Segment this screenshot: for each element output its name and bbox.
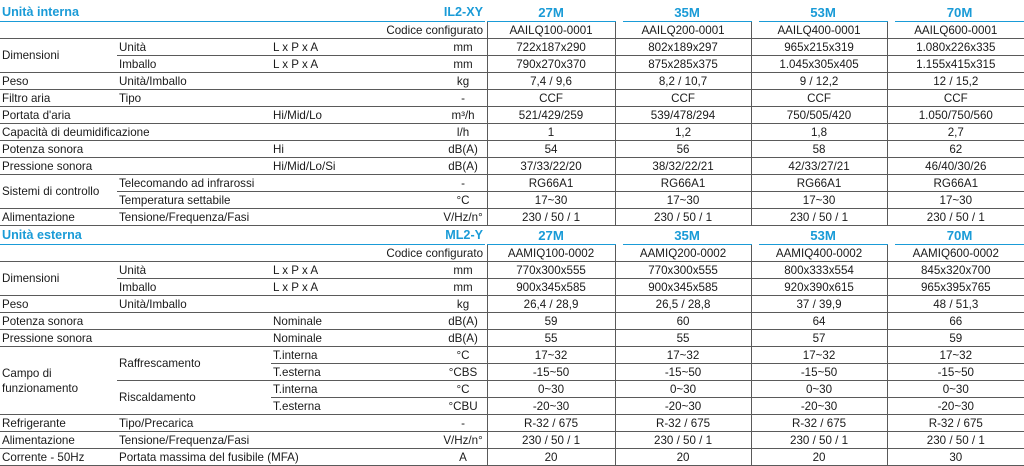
outdoor-col-35m: 35M (623, 226, 751, 245)
indoor-col-70m: 70M (895, 3, 1024, 22)
row-sub-label: Raffrescamento (117, 347, 271, 381)
indoor-sound-power-row (0, 141, 1024, 158)
outdoor-model-name: ML2-Y (441, 226, 485, 245)
cell-value: RG66A1 (751, 175, 887, 192)
row-sub-label: Tensione/Frequenza/Fasi (117, 432, 441, 449)
range-label-line-2: funzionamento (2, 381, 79, 395)
cell-value: 770x300x555 (615, 262, 751, 279)
cell-value: 965x395x765 (887, 279, 1024, 296)
outdoor-section-title: Unità esterna (0, 226, 441, 245)
row-sub-label: Unità (117, 39, 271, 56)
indoor-unit-section (0, 3, 1024, 226)
cell-value: 17~32 (751, 347, 887, 364)
operating-range-label (0, 347, 117, 415)
indoor-dehum-row (0, 124, 1024, 141)
indoor-control-remote-row (0, 175, 1024, 192)
cell-value: 230 / 50 / 1 (615, 432, 751, 449)
cell-value: 0~30 (615, 381, 751, 398)
cell-value: 66 (887, 313, 1024, 330)
outdoor-spec-table (0, 226, 1024, 466)
indoor-code-value: AAILQ100-0001 (487, 22, 615, 39)
row-unit: V/Hz/n° (441, 432, 485, 449)
row-unit: dB(A) (441, 141, 485, 158)
cell-value: 920x390x615 (751, 279, 887, 296)
cell-value: CCF (751, 90, 887, 107)
range-label-line-1: Campo di (2, 366, 52, 380)
outdoor-code-label: Codice configurato (0, 245, 485, 262)
row-unit: dB(A) (441, 158, 485, 175)
cell-value: 230 / 50 / 1 (487, 432, 615, 449)
row-unit: m³/h (441, 107, 485, 124)
row-unit: °CBS (441, 364, 485, 381)
row-sub-label: Tipo (117, 90, 271, 107)
cell-value: 20 (615, 449, 751, 466)
cell-value: 17~30 (487, 192, 615, 209)
row-label: Pressione sonora (0, 330, 117, 347)
outdoor-weight-row (0, 296, 1024, 313)
indoor-header-row (0, 3, 1024, 22)
cell-value: 8,2 / 10,7 (615, 73, 751, 90)
cell-value: R-32 / 675 (887, 415, 1024, 432)
cell-value: CCF (615, 90, 751, 107)
indoor-weight-row (0, 73, 1024, 90)
cell-value: R-32 / 675 (487, 415, 615, 432)
row-label: Peso (0, 296, 117, 313)
row-sub-label: Telecomando ad infrarossi (117, 175, 441, 192)
cell-value: 46/40/30/26 (887, 158, 1024, 175)
row-unit: - (441, 175, 485, 192)
cell-value: R-32 / 675 (615, 415, 751, 432)
indoor-model-name: IL2-XY (441, 3, 485, 22)
row-detail-label: L x P x A (271, 39, 441, 56)
cell-value: 59 (487, 313, 615, 330)
cell-value: 230 / 50 / 1 (751, 209, 887, 226)
indoor-code-row (0, 22, 1024, 39)
row-detail-label: L x P x A (271, 262, 441, 279)
cell-value: -20~30 (751, 398, 887, 415)
row-detail-label: L x P x A (271, 56, 441, 73)
cell-value: 48 / 51,3 (887, 296, 1024, 313)
indoor-dim-label: Dimensioni (0, 39, 117, 73)
row-detail-label: Nominale (271, 330, 441, 347)
row-sub-label: Imballo (117, 56, 271, 73)
cell-value: -15~50 (887, 364, 1024, 381)
indoor-col-27m: 27M (487, 3, 615, 22)
indoor-filter-row (0, 90, 1024, 107)
cell-value: 38/32/22/21 (615, 158, 751, 175)
cell-value: 17~32 (615, 347, 751, 364)
cell-value: 37/33/22/20 (487, 158, 615, 175)
cell-value: 17~30 (887, 192, 1024, 209)
indoor-dim-pack-row (0, 56, 1024, 73)
cell-value: 42/33/27/21 (751, 158, 887, 175)
row-label: Potenza sonora (0, 313, 117, 330)
row-detail-label: T.esterna (271, 398, 441, 415)
cell-value: 1.080x226x335 (887, 39, 1024, 56)
row-label: Dimensioni (0, 262, 117, 296)
cell-value: 26,4 / 28,9 (487, 296, 615, 313)
indoor-section-title: Unità interna (0, 3, 441, 22)
row-unit: - (441, 90, 485, 107)
row-unit: °C (441, 381, 485, 398)
cell-value: -20~30 (487, 398, 615, 415)
row-label: Portata d'aria (0, 107, 117, 124)
cell-value: -15~50 (615, 364, 751, 381)
row-unit: mm (441, 56, 485, 73)
row-detail-label: L x P x A (271, 279, 441, 296)
row-detail-label: T.interna (271, 381, 441, 398)
indoor-code-value: AAILQ400-0001 (751, 22, 887, 39)
row-detail-label: T.esterna (271, 364, 441, 381)
cell-value: R-32 / 675 (751, 415, 887, 432)
row-detail-label: Hi (271, 141, 441, 158)
row-label: Potenza sonora (0, 141, 117, 158)
cell-value: 17~32 (487, 347, 615, 364)
cell-value: 2,7 (887, 124, 1024, 141)
cell-value: 26,5 / 28,8 (615, 296, 751, 313)
indoor-sound-pressure-row (0, 158, 1024, 175)
cell-value: 1.155x415x315 (887, 56, 1024, 73)
cell-value: 875x285x375 (615, 56, 751, 73)
outdoor-code-row (0, 245, 1024, 262)
indoor-airflow-row (0, 107, 1024, 124)
cell-value: 1,2 (615, 124, 751, 141)
cell-value: 800x333x554 (751, 262, 887, 279)
outdoor-unit-section (0, 226, 1024, 466)
cell-value: 230 / 50 / 1 (615, 209, 751, 226)
cell-value: 60 (615, 313, 751, 330)
outdoor-dim-pack-row (0, 279, 1024, 296)
cell-value: 57 (751, 330, 887, 347)
cell-value: 1 (487, 124, 615, 141)
outdoor-sound-pressure-row (0, 330, 1024, 347)
indoor-dim-unit-row (0, 39, 1024, 56)
cell-value: 900x345x585 (487, 279, 615, 296)
cell-value: 230 / 50 / 1 (887, 209, 1024, 226)
cell-value: 790x270x370 (487, 56, 615, 73)
row-detail-label: Nominale (271, 313, 441, 330)
cell-value: 37 / 39,9 (751, 296, 887, 313)
cell-value: 62 (887, 141, 1024, 158)
indoor-spec-table (0, 3, 1024, 226)
row-label: Refrigerante (0, 415, 117, 432)
cell-value: 900x345x585 (615, 279, 751, 296)
row-unit: °CBU (441, 398, 485, 415)
outdoor-supply-row (0, 432, 1024, 449)
cell-value: CCF (487, 90, 615, 107)
cell-value: 539/478/294 (615, 107, 751, 124)
cell-value: 30 (887, 449, 1024, 466)
cell-value: 55 (615, 330, 751, 347)
indoor-code-value: AAILQ600-0001 (887, 22, 1024, 39)
cell-value: 1.045x305x405 (751, 56, 887, 73)
cell-value: 521/429/259 (487, 107, 615, 124)
outdoor-dim-unit-row (0, 262, 1024, 279)
row-unit: - (441, 415, 485, 432)
row-unit: dB(A) (441, 313, 485, 330)
indoor-col-35m: 35M (623, 3, 751, 22)
outdoor-cool-int-row (0, 347, 1024, 364)
cell-value: RG66A1 (487, 175, 615, 192)
row-sub-label: Unità/Imballo (117, 296, 271, 313)
cell-value: 965x215x319 (751, 39, 887, 56)
cell-value: 722x187x290 (487, 39, 615, 56)
indoor-supply-row (0, 209, 1024, 226)
row-unit: °C (441, 347, 485, 364)
cell-value: 9 / 12,2 (751, 73, 887, 90)
indoor-control-temp-row (0, 192, 1024, 209)
cell-value: CCF (887, 90, 1024, 107)
cell-value: 54 (487, 141, 615, 158)
cell-value: -20~30 (887, 398, 1024, 415)
row-label: Sistemi di controllo (0, 175, 117, 209)
cell-value: 17~30 (751, 192, 887, 209)
cell-value: -20~30 (615, 398, 751, 415)
row-sub-label: Tipo/Precarica (117, 415, 271, 432)
outdoor-sound-power-row (0, 313, 1024, 330)
cell-value: -15~50 (487, 364, 615, 381)
cell-value: 845x320x700 (887, 262, 1024, 279)
outdoor-refrigerant-row (0, 415, 1024, 432)
row-unit: mm (441, 262, 485, 279)
outdoor-current-row (0, 449, 1024, 466)
cell-value: 230 / 50 / 1 (887, 432, 1024, 449)
cell-value: 17~30 (615, 192, 751, 209)
outdoor-header-row (0, 226, 1024, 245)
cell-value: RG66A1 (887, 175, 1024, 192)
row-detail-label: Hi/Mid/Lo (271, 107, 441, 124)
cell-value: 64 (751, 313, 887, 330)
outdoor-heat-int-row (0, 381, 1024, 398)
cell-value: 58 (751, 141, 887, 158)
outdoor-code-value: AAMIQ200-0002 (615, 245, 751, 262)
cell-value: 1,8 (751, 124, 887, 141)
cell-value: 0~30 (751, 381, 887, 398)
outdoor-code-value: AAMIQ600-0002 (887, 245, 1024, 262)
cell-value: 0~30 (487, 381, 615, 398)
cell-value: RG66A1 (615, 175, 751, 192)
row-sub-label: Imballo (117, 279, 271, 296)
row-label: Alimentazione (0, 209, 117, 226)
row-sub-label: Riscaldamento (117, 381, 271, 415)
row-unit: °C (441, 192, 485, 209)
cell-value: 12 / 15,2 (887, 73, 1024, 90)
row-unit: kg (441, 73, 485, 90)
cell-value: 7,4 / 9,6 (487, 73, 615, 90)
row-label: Filtro aria (0, 90, 117, 107)
cell-value: 0~30 (887, 381, 1024, 398)
row-label: Alimentazione (0, 432, 117, 449)
row-label: Corrente - 50Hz (0, 449, 117, 466)
row-sub-label: Tensione/Frequenza/Fasi (117, 209, 441, 226)
row-sub-label: Unità (117, 262, 271, 279)
cell-value: 20 (487, 449, 615, 466)
cell-value: 20 (751, 449, 887, 466)
row-label: Peso (0, 73, 117, 90)
indoor-col-53m: 53M (759, 3, 887, 22)
row-sub-label: Unità/Imballo (117, 73, 271, 90)
outdoor-col-53m: 53M (759, 226, 887, 245)
cell-value: 230 / 50 / 1 (487, 209, 615, 226)
outdoor-code-value: AAMIQ100-0002 (487, 245, 615, 262)
row-unit: kg (441, 296, 485, 313)
cell-value: 750/505/420 (751, 107, 887, 124)
row-unit: A (441, 449, 485, 466)
cell-value: -15~50 (751, 364, 887, 381)
outdoor-code-value: AAMIQ400-0002 (751, 245, 887, 262)
row-unit: V/Hz/n° (441, 209, 485, 226)
cell-value: 230 / 50 / 1 (751, 432, 887, 449)
cell-value: 802x189x297 (615, 39, 751, 56)
row-sub-label: Portata massima del fusibile (MFA) (117, 449, 441, 466)
outdoor-col-27m: 27M (487, 226, 615, 245)
cell-value: 17~32 (887, 347, 1024, 364)
row-detail-label: Hi/Mid/Lo/Si (271, 158, 441, 175)
cell-value: 59 (887, 330, 1024, 347)
row-unit: mm (441, 279, 485, 296)
cell-value: 1.050/750/560 (887, 107, 1024, 124)
row-label: Capacità di deumidificazione (0, 124, 441, 141)
row-unit: dB(A) (441, 330, 485, 347)
row-detail-label: T.interna (271, 347, 441, 364)
row-unit: l/h (441, 124, 485, 141)
cell-value: 770x300x555 (487, 262, 615, 279)
cell-value: 55 (487, 330, 615, 347)
row-sub-label: Temperatura settabile (117, 192, 441, 209)
indoor-code-label: Codice configurato (0, 22, 485, 39)
indoor-code-value: AAILQ200-0001 (615, 22, 751, 39)
outdoor-col-70m: 70M (895, 226, 1024, 245)
row-unit: mm (441, 39, 485, 56)
row-label: Pressione sonora (0, 158, 117, 175)
cell-value: 56 (615, 141, 751, 158)
